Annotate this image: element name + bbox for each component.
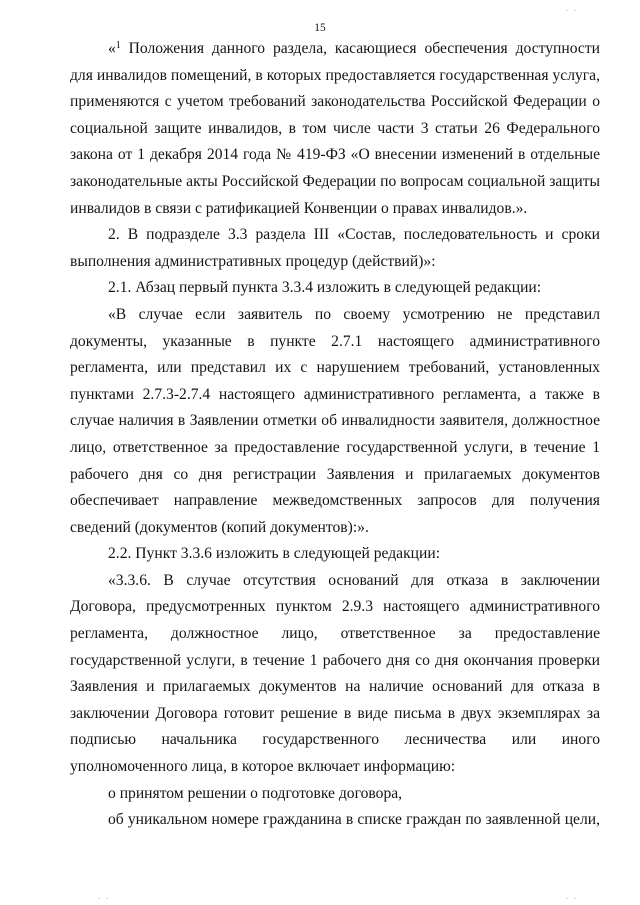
list-item-decision: о принятом решении о подготовке договора,	[108, 784, 403, 802]
opening-quote: «	[108, 40, 116, 57]
paragraph-item-2-1: 2.1. Абзац первый пункта 3.3.4 изложить в следующей редакции:	[108, 279, 542, 297]
page-number: 15	[314, 22, 326, 34]
paragraph-item-2-1-quote: «В случае если заявитель по своему усмотрению не представил документы, указанные в пункте 2.7.1 настоящего административного регламента, или представил их с нарушением требований, установленных пунктами 2.7.3-2.7.4 настоящего административного регламента, а также в случае наличия в Заявлении отметки об инвалидности заявителя, должностное лицо, ответственное за предоставление государственной услуги, в течение 1 рабочего дня со дня регистрации Заявления и прилагаемых документов обеспечивает направление межведомственных запросов для получения сведений (документов (копий документов):».	[70, 305, 600, 536]
paragraph-item-2-2: 2.2. Пункт 3.3.6 изложить в следующей редакции:	[108, 545, 441, 563]
scan-mark-top-right: . .	[566, 4, 578, 13]
paragraph-item-2: 2. В подразделе 3.3 раздела III «Состав, последовательность и сроки выполнения административных процедур (действий)»:	[70, 226, 600, 270]
footnote-paragraph	[70, 36, 600, 222]
document-body	[70, 36, 600, 834]
scan-mark-bottom-left: . .	[98, 892, 110, 901]
list-item-unique-number: об уникальном номере гражданина в списке граждан по заявленной цели,	[108, 811, 600, 829]
footnote-marker: 1	[115, 40, 121, 51]
paragraph-item-3-3-6: «3.3.6. В случае отсутствия оснований для отказа в заключении Договора, предусмотренных пунктом 2.9.3 настоящего административного регламента, должностное лицо, ответственное за предоставление государственной услуги, в течение 1 рабочего дня со дня окончания проверки Заявления и прилагаемых документов на наличие оснований для отказа в заключении Договора готовит решение в виде письма в двух экземплярах за подписью начальника государственного лесничества или иного уполномоченного лица, в которое включает информацию:	[70, 571, 600, 776]
scan-mark-bottom-right: . .	[566, 892, 578, 901]
footnote-text: Положения данного раздела, касающиеся обеспечения доступности для инвалидов помещений, в которых предоставляется государственная услуга, применяются с учетом требований законодательства Российской Федерации о социальной защите инвалидов, в том числе части 3 статьи 26 Федерального закона от 1 декабря 2014 года № 419-ФЗ «О внесении изменений в отдельные законодательные акты Российской Федерации по вопросам социальной защиты инвалидов в связи с ратификацией Конвенции о правах инвалидов.».	[70, 40, 600, 217]
